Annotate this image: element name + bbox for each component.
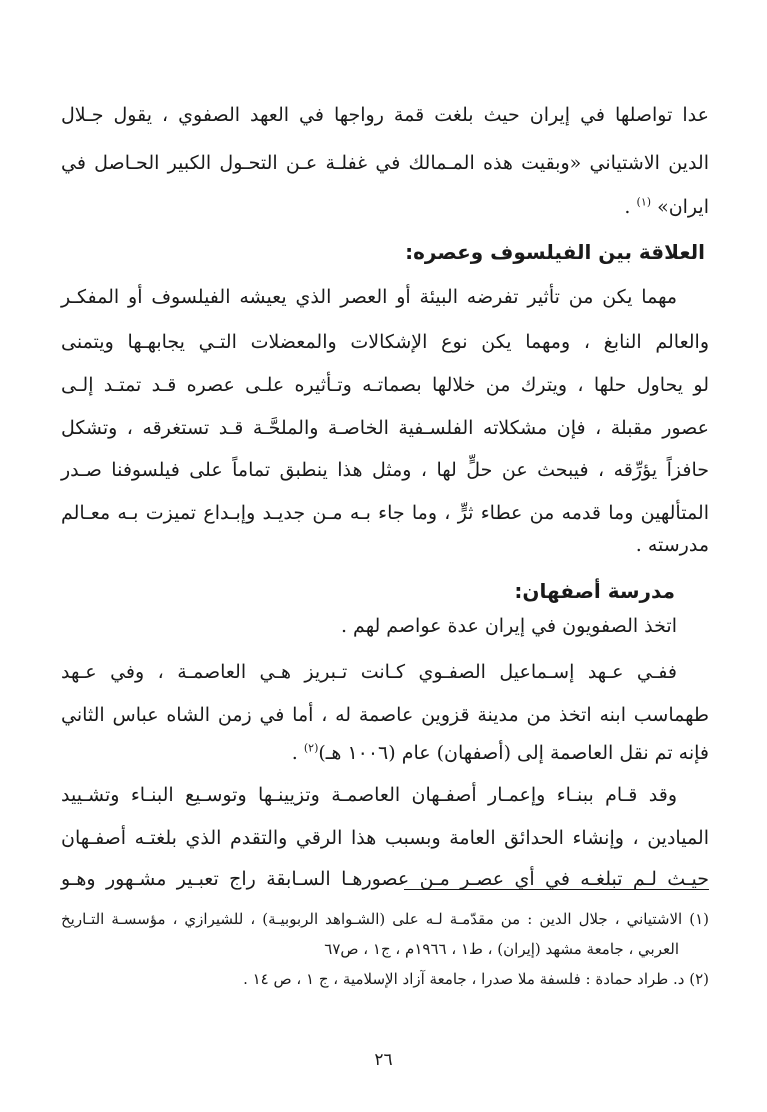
text-line: طهماسب ابنه اتخذ من مدينة قزوين عاصمة له ، أما في زمن الشاه عباس الثاني bbox=[61, 704, 709, 726]
text-line: اتخذ الصفويون في إيران عدة عواصم لهم . bbox=[340, 615, 677, 637]
text-line: مهما يكن من تأثير تفرضه البيئة أو العصر الذي يعيشه الفيلسوف أو المفكـر bbox=[61, 286, 677, 308]
footnote-1-line: العربي ، جامعة مشهد (إيران) ، ط١ ، ١٩٦٦م ، ج١ ، ص٦٧ bbox=[324, 940, 679, 958]
text-line: مدرسته . bbox=[635, 534, 709, 556]
footnote-marker: (١) bbox=[636, 195, 652, 209]
text-line: حيـث لـم تبلغـه في أي عصـر مـن عصورهـا السـابقة راج تعبـير مشـهور وهـو bbox=[61, 868, 709, 890]
text-line: عدا تواصلها في إيران حيث بلغت قمة رواجها في العهد الصفوي ، يقول جـلال bbox=[61, 104, 709, 126]
text-line: المتألهين وما قدمه من عطاء ثرٍّ ، وما جاء بـه مـن جديـد وإبـداع تميزت بـه معـالم bbox=[61, 502, 709, 524]
text-line bbox=[61, 738, 709, 768]
footnote-marker: (٢) bbox=[303, 741, 319, 755]
text-line: والعالم النابغ ، ومهما يكن نوع الإشكالات والمعضلات التـي يجابهـها ويتمنى bbox=[61, 331, 709, 353]
text-line: ففـي عـهد إسـماعيل الصفـوي كـانت تـبريز هـي العاصمـة ، وفي عـهد bbox=[61, 661, 677, 683]
text-line: لو يحاول حلها ، ويترك من خلالها بصماتـه وتـأثيره علـى عصره قـد تمتـد إلـى bbox=[61, 374, 709, 396]
text-line: الميادين ، وإنشاء الحدائق العامة وبسبب هذا الرقي والتقدم الذي بلغتـه أصفـهان bbox=[61, 827, 709, 849]
text-line: الدين الاشتياني «وبقيت هذه المـمالك في غفلـة عـن التحـول الكبير الحـاصل في bbox=[61, 152, 709, 174]
footnote-1-line: (١) الاشتياني ، جلال الدين : من مقدّمـة لـه على (الشـواهد الربوبيـة) ، للشيرازي ، مؤسسـة التـاريخ bbox=[61, 910, 709, 928]
text-line: حافزاً يؤرِّقه ، فيبحث عن حلٍّ لها ، ومثل هذا ينطبق تماماً على فيلسوفنا صـدر bbox=[61, 459, 709, 481]
page-number: ٢٦ bbox=[374, 1050, 393, 1070]
text-line: عصور مقبلة ، فإن مشكلاته الفلسـفية الخاصـة والملحَّـة قـد تستغرقه ، وتشكل bbox=[61, 417, 709, 439]
text-line bbox=[61, 192, 709, 222]
section-heading: العلاقة بين الفيلسوف وعصره: bbox=[405, 240, 705, 264]
text-fragment: . bbox=[291, 742, 304, 764]
section-heading: مدرسة أصفهان: bbox=[514, 579, 675, 603]
text-fragment: ايران» bbox=[657, 196, 709, 218]
footnote-2: (٢) د. طراد حمادة : فلسفة ملا صدرا ، جامعة آزاد الإسلامية ، ج ١ ، ص ١٤ . bbox=[243, 970, 709, 988]
footnote-divider bbox=[404, 889, 709, 890]
text-fragment: . bbox=[624, 196, 637, 218]
text-line: وقد قـام ببنـاء وإعمـار أصفـهان العاصمـة وتزيينـها وتوسـيع البنـاء وتشـييد bbox=[61, 784, 677, 806]
text-fragment: فإنه تم نقل العاصمة إلى (أصفهان) عام (١٠٠٦ هـ) bbox=[318, 742, 709, 764]
